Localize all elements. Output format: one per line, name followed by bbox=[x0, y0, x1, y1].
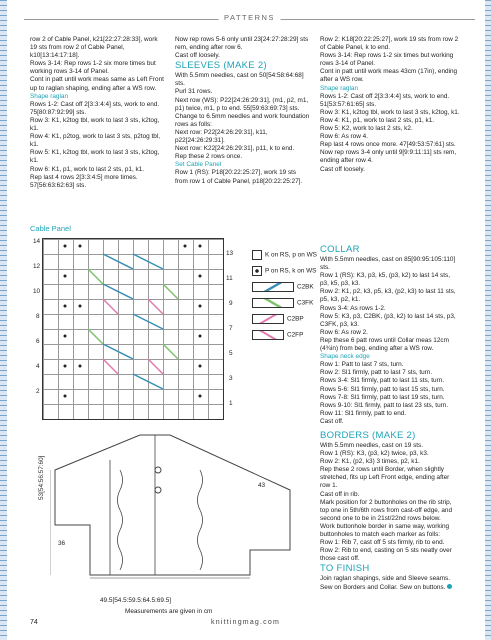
col3-p1: Row 2: K18[20:22:25:27], work 19 sts from row 2 of Cable Panel, k to end. bbox=[320, 36, 459, 52]
sleeves-heading: SLEEVES (MAKE 2) bbox=[175, 60, 267, 72]
row-label-9: 9 bbox=[229, 300, 233, 307]
neck-7: Row 11: Sl1 firmly, patt to end. bbox=[320, 409, 407, 417]
col2-s7: Rep these 2 rows once. bbox=[175, 153, 243, 161]
row-label-14: 14 bbox=[33, 238, 41, 245]
col1-p3: Cont in patt until work meas same as Left Front up to raglan shaping, ending after a WS row. bbox=[30, 76, 164, 92]
col1-subhead: Shape raglan bbox=[30, 92, 69, 100]
col2-s3: Next row (WS): P22[24:26:29:31], (m1, p2, m1, p1) twice, m1, p to end. 55[59:63:69:73] sts. bbox=[175, 96, 309, 112]
collar-6: Row 6: As row 2. bbox=[320, 328, 368, 336]
left-ruler-decoration bbox=[0, 0, 7, 640]
col3-r5: Row 6: As row 4. bbox=[320, 133, 368, 141]
cable-panel-grid bbox=[42, 238, 224, 420]
borders-heading: BORDERS (MAKE 2) bbox=[320, 430, 416, 441]
col2-s2: Purl 31 rows. bbox=[175, 88, 213, 96]
row-label-2: 2 bbox=[36, 388, 40, 395]
collar-4: Rows 3-4: As rows 1-2. bbox=[320, 304, 386, 312]
borders-7: Work buttonhole border in same way, working buttonholes to match each marker as folls: bbox=[320, 522, 450, 539]
col3-p3: Cont in patt until work meas 43cm (17in), ending after a WS row. bbox=[320, 68, 458, 84]
right-ruler-decoration bbox=[485, 0, 491, 640]
col3-p2: Rows 3-14: Rep rows 1-2 six times but working rows 3-14 of Panel. bbox=[320, 52, 454, 68]
row-label-6: 6 bbox=[36, 338, 40, 345]
col3-r4: Row 5: K2, work to last 2 sts, k2. bbox=[320, 125, 413, 133]
col3-r7: Now rep rows 3-4 only until 9[9:9:11:11] sts rem, ending after row 4. bbox=[320, 149, 457, 165]
neck-2: Row 2: Sl1 firmly, patt to last 7 sts, turn. bbox=[320, 369, 433, 377]
width-measurement: 49.5[54.5:59.5:64.5:69.5] bbox=[100, 597, 172, 604]
site-url: knittingmag.com bbox=[211, 619, 280, 626]
collar-3: Row 2: K1, p2, k3, p5, k3, (p2, k3) to last 11 sts, p5, k3, p2, k1. bbox=[320, 288, 456, 304]
borders-9: Row 2: Rib to end, casting on 5 sts neatly over those cast off. bbox=[320, 547, 452, 563]
cable-panel-title: Cable Panel bbox=[30, 224, 71, 233]
row-label-5: 5 bbox=[229, 350, 233, 357]
col1-r1: Rows 1-2: Cast off 2[3:3:4:4] sts, work to end. 75[80:87:92:99] sts. bbox=[30, 100, 160, 116]
neck-5: Rows 7-8: Sl1 firmly, patt to last 19 sts, turn. bbox=[320, 393, 445, 401]
legend-c3fk: C3FK bbox=[252, 298, 317, 310]
garment-schematic bbox=[50, 430, 260, 580]
chart-legend bbox=[252, 250, 317, 346]
col3-r3: Row 4: K1, p1, work to last 2 sts, p1, k1. bbox=[320, 116, 435, 124]
row-label-1: 1 bbox=[229, 400, 233, 407]
legend-knit: K on RS, p on WS bbox=[252, 250, 317, 262]
row-label-8: 8 bbox=[36, 313, 40, 320]
section-label: PATTERNS bbox=[218, 13, 281, 22]
col2-cable: Row 1 (RS): P18[20:22:25:27], work 19 sts from row 1 of Cable Panel, p18[20:22:25:27]. bbox=[175, 169, 303, 185]
cardigan-outline bbox=[50, 430, 300, 580]
col1-r6: Rep last 4 rows 2[3:3:4:5] more times. 57[56:63:62:63] sts. bbox=[30, 173, 138, 189]
collar-5: Row 5: K3, p3, C2BK, (p3, k2) to last 14 sts, p3, C3FK, p3, k3. bbox=[320, 312, 456, 328]
collar-1: With 5.5mm needles, cast on 85[90:95:105:110] sts. bbox=[320, 256, 456, 272]
row-label-4: 4 bbox=[36, 363, 40, 370]
borders-section bbox=[320, 430, 460, 592]
col1-p1: row 2 of Cable Panel, k21[22:27:28:33], work 19 sts from row 2 of Cable Panel, k10[13:14:17:18]. bbox=[30, 36, 158, 60]
legend-c2bk: C2BK bbox=[252, 282, 317, 294]
cuff-measurement: 36 bbox=[58, 540, 66, 547]
col1-r2: Row 3: K1, k2tog tbl, work to last 3 sts, k2tog, k1. bbox=[30, 116, 160, 133]
borders-2: Row 1 (RS): K3, (p3, k2) twice, p3, k3. bbox=[320, 450, 429, 458]
column-1 bbox=[30, 36, 165, 190]
borders-8: Row 1: Rib 7, cast off 5 sts firmly, rib to end. bbox=[320, 539, 445, 547]
column-2 bbox=[175, 36, 310, 186]
legend-c2fp: C2FP bbox=[252, 330, 317, 342]
borders-1: With 5.5mm needles, cast on 19 sts. bbox=[320, 442, 424, 449]
finish-text: Join raglan shapings, side and Sleeve seams. Sew on Borders and Collar. Sew on buttons. bbox=[320, 575, 460, 591]
col1-p2: Rows 3-14: Rep rows 1-2 six more times but working rows 3-14 of Panel. bbox=[30, 60, 156, 76]
col2-p1: Now rep rows 5-6 only until 23[24:27:28:29] sts rem, ending after row 6. bbox=[175, 36, 309, 52]
legend-purl: P on RS, k on WS bbox=[252, 266, 317, 278]
neck-subhead: Shape neck edge bbox=[320, 353, 370, 361]
col2-s6: Next row: K22[24:26:29:31], p11, k to end. bbox=[175, 145, 295, 153]
measurement-note: Measurements are given in cm bbox=[125, 608, 213, 615]
collar-section bbox=[320, 244, 460, 426]
col2-s1: With 5.5mm needles, cast on 50[54:58:64:68] sts. bbox=[175, 72, 304, 88]
col1-r3: Row 4: K1, p2tog, work to last 3 sts, p2tog tbl, k1. bbox=[30, 133, 161, 149]
collar-2: Row 1 (RS): K3, p3, k5, (p3, k2) to last 14 sts, p3, k5, p3, k3. bbox=[320, 272, 450, 288]
col1-r5: Row 6: K1, p1, work to last 2 sts, p1, k1. bbox=[30, 165, 145, 173]
neck-3: Rows 3-4: Sl1 firmly, patt to last 11 sts, turn. bbox=[320, 377, 445, 385]
legend-c2bp: C2BP bbox=[252, 314, 317, 326]
neck-1: Row 1: Patt to last 7 sts, turn. bbox=[320, 361, 404, 369]
col1-r4: Row 5: K1, k2tog tbl, work to last 3 sts, k2tog, k1. bbox=[30, 149, 160, 165]
end-dot-icon bbox=[447, 584, 452, 589]
borders-5: Cast off in rib. bbox=[320, 490, 360, 498]
cable-symbols bbox=[43, 239, 223, 419]
col3-r6: Rep last 4 rows once more. 47[49:53:57:61] sts. bbox=[320, 141, 456, 149]
borders-6: Mark position for 2 buttonholes on the rib strip, top one in 5th/6th rows from cast-off edge, and second one to be in 21st/22nd rows below. bbox=[320, 498, 453, 522]
col3-r8: Cast off loosely. bbox=[320, 165, 365, 173]
page-header bbox=[24, 13, 475, 25]
row-label-10: 10 bbox=[33, 288, 41, 295]
col2-s5: Next row: P22[24:26:29:31], k11, p22[24:26:29:31]. bbox=[175, 128, 268, 145]
neck-6: Rows 9-10: Sl1 firmly, patt to last 23 sts, turn. bbox=[320, 401, 449, 409]
row-label-11: 11 bbox=[226, 275, 233, 282]
collar-heading: COLLAR bbox=[320, 244, 360, 255]
sleeve-measurement: 43 bbox=[258, 482, 266, 489]
height-measurement: 53[54:56:57:60] bbox=[38, 455, 45, 500]
borders-4: Rep these 2 rows until Border, when slightly stretched, fits up Left Front edge, ending after row 1. bbox=[320, 466, 450, 490]
col3-subhead: Shape raglan bbox=[320, 84, 359, 92]
col3-r2: Row 3: K1, k2tog tbl, work to last 3 sts, k2tog, k1. bbox=[320, 108, 460, 116]
borders-3: Row 2: K1, (p2, k3) 3 times, p2, k1. bbox=[320, 458, 420, 466]
collar-7: Rep these 6 patt rows until Collar meas 12cm (4¾in) from beg, ending after a WS row. bbox=[320, 336, 449, 353]
row-label-3: 3 bbox=[229, 375, 233, 382]
col2-p2: Cast off loosely. bbox=[175, 52, 220, 60]
page-number: 74 bbox=[30, 619, 38, 626]
col2-subhead: Set Cable Panel bbox=[175, 161, 222, 169]
finish-heading: TO FINISH bbox=[320, 563, 370, 575]
neck-8: Cast off. bbox=[320, 417, 344, 425]
col3-r1: Rows 1-2: Cast off 2[3:3:4:4] sts, work to end. 51[53:57:61:65] sts. bbox=[320, 92, 450, 108]
row-label-13: 13 bbox=[226, 250, 234, 257]
col2-s4: Change to 6.5mm needles and work foundation rows as folls: bbox=[175, 112, 310, 128]
row-label-12: 12 bbox=[33, 263, 41, 270]
row-label-7: 7 bbox=[229, 325, 233, 332]
neck-4: Rows 5-6: Sl1 firmly, patt to last 15 sts, turn. bbox=[320, 385, 445, 393]
column-3 bbox=[320, 36, 460, 174]
